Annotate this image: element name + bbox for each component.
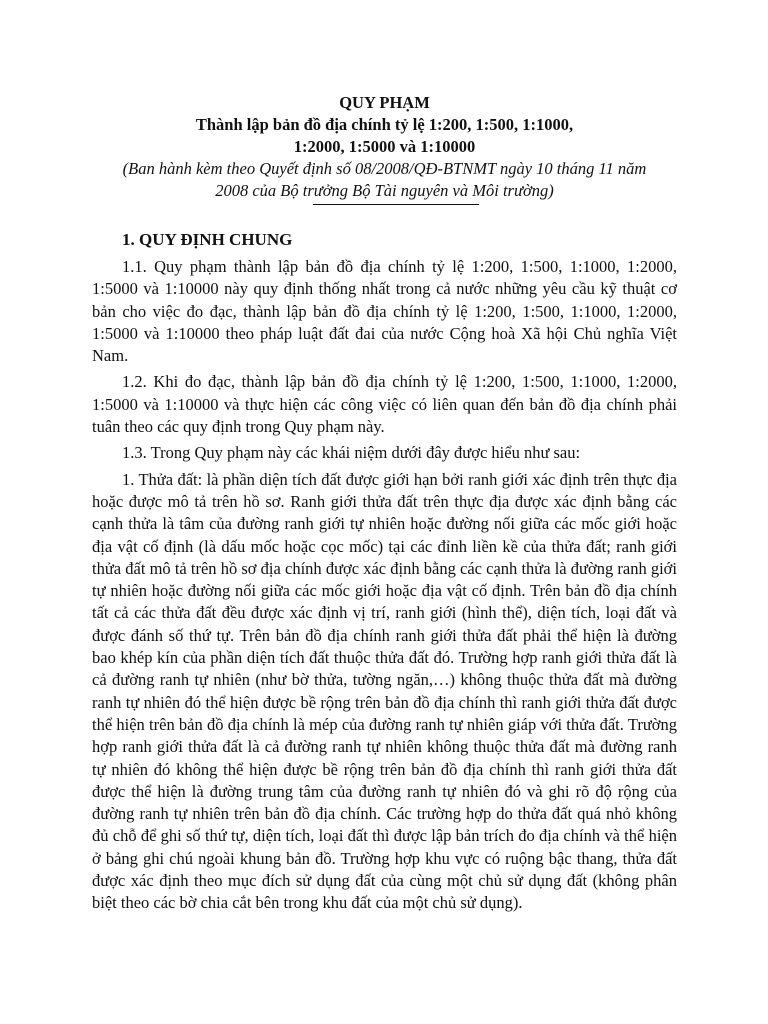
decree-note-line-2: 2008 của Bộ trưởng Bộ Tài nguyên và Môi trường)	[215, 181, 554, 200]
document-page	[92, 92, 677, 915]
document-subtitle-line-1: Thành lập bản đồ địa chính tỷ lệ 1:200, 1:500, 1:1000,	[195, 115, 574, 134]
paragraph-definition-1: 1. Thửa đất: là phần diện tích đất được giới hạn bởi ranh giới xác định trên thực địa hoặc được mô tả trên hồ sơ. Ranh giới thửa đất trên thực địa được xác định bằng các cạnh thửa là tâm của đường ranh giới tự nhiên hoặc đường nối giữa các mốc giới hoặc địa vật cố định (là dấu mốc hoặc cọc mốc) tại các đỉnh liền kề của thửa đất; ranh giới thửa đất mô tả trên hồ sơ địa chính được xác định bằng các cạnh thửa là đường ranh giới tự nhiên hoặc đường nối giữa các mốc giới hoặc địa vật cố định. Trên bản đồ địa chính tất cả các thửa đất đều được xác định vị trí, ranh giới (hình thể), diện tích, loại đất và được đánh số thứ tự. Trên bản đồ địa chính ranh giới thửa đất phải thể hiện là đường bao khép kín của phần diện tích đất thuộc thửa đất đó. Trường hợp ranh giới thửa đất là cả đường ranh tự nhiên (như bờ thửa, tường ngăn,…) không thuộc thửa đất mà đường ranh tự nhiên đó thể hiện được bề rộng trên bản đồ địa chính thì ranh giới thửa đất được thể hiện trên bản đồ địa chính là mép của đường ranh tự nhiên giáp với thửa đất. Trường hợp ranh giới thửa đất là cả đường ranh tự nhiên không thuộc thửa đất mà đường ranh tự nhiên đó không thể hiện được bề rộng trên bản đồ địa chính thì ranh giới thửa đất được thể hiện là đường trung tâm của đường ranh tự nhiên đó và ghi rõ độ rộng của đường ranh tự nhiên trên bản đồ địa chính. Các trường hợp do thửa đất quá nhỏ không đủ chỗ để ghi số thứ tự, diện tích, loại đất thì được lập bản trích đo địa chính và thể hiện ở bảng ghi chú ngoài khung bản đồ. Trường hợp khu vực có ruộng bậc thang, thửa đất được xác định theo mục đích sử dụng đất của cùng một chủ sử dụng đất (không phân biệt theo các bờ chia cắt bên trong khu đất của một chủ sử dụng).	[92, 469, 677, 913]
document-subtitle-line-2: 1:2000, 1:5000 và 1:10000	[293, 137, 476, 156]
document-header	[92, 92, 677, 205]
paragraph-1-3: 1.3. Trong Quy phạm này các khái niệm dưới đây được hiểu như sau:	[122, 443, 581, 463]
section-heading: 1. QUY ĐỊNH CHUNG	[122, 230, 293, 249]
paragraph-1-2: 1.2. Khi đo đạc, thành lập bản đồ địa chính tỷ lệ 1:200, 1:500, 1:1000, 1:2000, 1:5000 và 1:10000 và thực hiện các công việc có liên quan đến bản đồ địa chính phải tuân theo các quy định trong Quy phạm này.	[92, 372, 677, 437]
paragraph-1-1: 1.1. Quy phạm thành lập bản đồ địa chính tỷ lệ 1:200, 1:500, 1:1000, 1:2000, 1:5000 và 1:10000 này quy định thống nhất trong cả nước những yêu cầu kỹ thuật cơ bản cho việc đo đạc, thành lập bản đồ địa chính tỷ lệ 1:200, 1:500, 1:1000, 1:2000, 1:5000 và 1:10000 theo pháp luật đất đai của nước Cộng hoà Xã hội Chủ nghĩa Việt Nam.	[92, 257, 677, 366]
decree-note-line-1: (Ban hành kèm theo Quyết định số 08/2008/QĐ-BTNMT ngày 10 tháng 11 năm	[122, 159, 647, 178]
document-title: QUY PHẠM	[339, 93, 430, 112]
header-divider	[313, 204, 479, 205]
